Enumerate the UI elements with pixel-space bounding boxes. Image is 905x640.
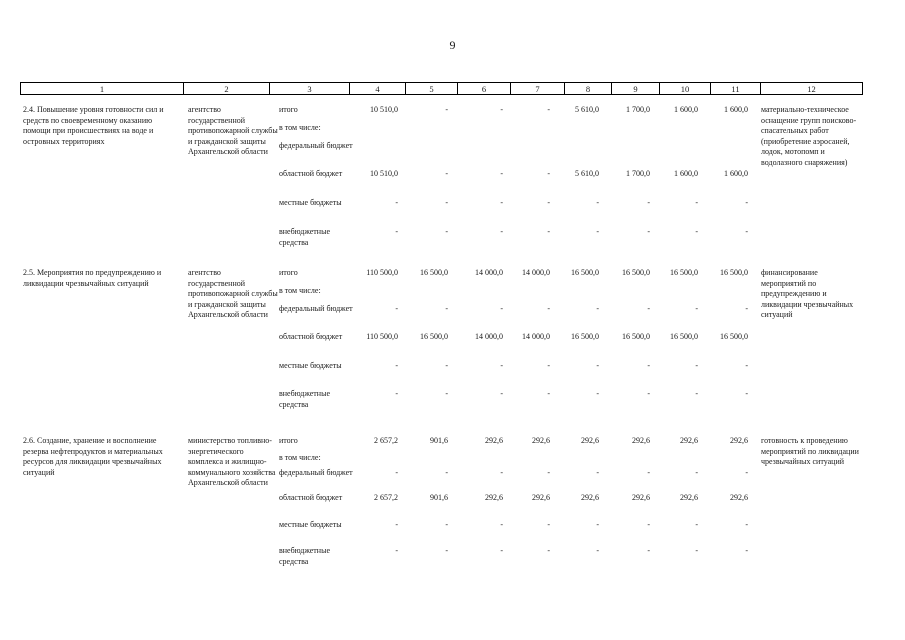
amount-year: - xyxy=(547,304,550,313)
amount-year: - xyxy=(596,304,599,313)
section-title: 2.5. Мероприятия по предупреждению и ликвидации чрезвычайных ситуаций xyxy=(23,268,162,288)
amount-year: - xyxy=(445,546,448,555)
amount-year: 1 600,0 xyxy=(674,105,698,114)
amount-year: - xyxy=(445,198,448,207)
amount-year: - xyxy=(647,227,650,236)
amount-total: 10 510,0 xyxy=(370,105,398,114)
amount-year: 1 700,0 xyxy=(626,169,650,178)
amount-year: 292,6 xyxy=(680,436,698,445)
amount-year: 292,6 xyxy=(485,436,503,445)
amount-year: - xyxy=(500,169,503,178)
column-header: 4 xyxy=(350,83,406,95)
amount-year: - xyxy=(596,520,599,529)
amount-year: - xyxy=(695,227,698,236)
amount-year: - xyxy=(500,105,503,114)
funding-source: в том числе: xyxy=(279,123,321,132)
executor: министерство топливно-энергетического комплекса и жилищно-коммунального хозяйства Архангельской области xyxy=(188,436,276,487)
funding-source: федеральный бюджет xyxy=(279,304,353,313)
amount-year: - xyxy=(547,389,550,398)
amount-year: 14 000,0 xyxy=(522,332,550,341)
amount-year: 292,6 xyxy=(532,436,550,445)
amount-year: - xyxy=(547,520,550,529)
amount-year: 1 600,0 xyxy=(674,169,698,178)
amount-year: 901,6 xyxy=(430,493,448,502)
amount-year: - xyxy=(445,169,448,178)
amount-year: 5 610,0 xyxy=(575,169,599,178)
amount-year: 292,6 xyxy=(581,493,599,502)
funding-source: федеральный бюджет xyxy=(279,468,353,477)
amount-year: - xyxy=(445,389,448,398)
amount-year: - xyxy=(596,546,599,555)
funding-source: местные бюджеты xyxy=(279,361,342,370)
amount-year: 292,6 xyxy=(632,493,650,502)
funding-source: итого xyxy=(279,436,298,445)
amount-total: 110 500,0 xyxy=(366,268,398,277)
amount-total: - xyxy=(395,389,398,398)
amount-total: - xyxy=(395,468,398,477)
column-header: 9 xyxy=(612,83,660,95)
amount-year: - xyxy=(695,361,698,370)
amount-year: 16 500,0 xyxy=(720,332,748,341)
amount-year: - xyxy=(596,468,599,477)
amount-total: - xyxy=(395,520,398,529)
column-header: 8 xyxy=(565,83,612,95)
expected-result: готовность к проведению мероприятий по ликвидации чрезвычайных ситуаций xyxy=(761,436,859,466)
amount-year: 16 500,0 xyxy=(670,332,698,341)
amount-year: - xyxy=(445,361,448,370)
amount-year: 16 500,0 xyxy=(420,332,448,341)
amount-year: - xyxy=(547,361,550,370)
amount-year: - xyxy=(596,227,599,236)
column-header: 1 xyxy=(21,83,184,95)
amount-year: 16 500,0 xyxy=(420,268,448,277)
amount-year: 16 500,0 xyxy=(571,268,599,277)
amount-year: 292,6 xyxy=(532,493,550,502)
column-header: 11 xyxy=(711,83,761,95)
amount-year: 16 500,0 xyxy=(571,332,599,341)
column-header: 12 xyxy=(761,83,863,95)
amount-year: - xyxy=(596,361,599,370)
amount-year: - xyxy=(500,468,503,477)
amount-year: 292,6 xyxy=(581,436,599,445)
amount-year: - xyxy=(745,361,748,370)
amount-year: - xyxy=(445,227,448,236)
amount-year: - xyxy=(647,304,650,313)
amount-year: - xyxy=(500,198,503,207)
amount-year: 16 500,0 xyxy=(622,268,650,277)
amount-year: 14 000,0 xyxy=(475,332,503,341)
amount-year: - xyxy=(647,389,650,398)
funding-source: в том числе: xyxy=(279,453,321,462)
amount-year: - xyxy=(745,520,748,529)
column-header-table xyxy=(20,82,863,95)
amount-year: - xyxy=(647,198,650,207)
amount-year: - xyxy=(647,546,650,555)
amount-year: 14 000,0 xyxy=(522,268,550,277)
amount-year: - xyxy=(547,105,550,114)
funding-source: областной бюджет xyxy=(279,493,343,502)
funding-source: областной бюджет xyxy=(279,332,343,341)
amount-year: - xyxy=(695,389,698,398)
amount-year: - xyxy=(695,546,698,555)
column-header: 2 xyxy=(184,83,270,95)
funding-source: итого xyxy=(279,268,298,277)
amount-year: - xyxy=(695,468,698,477)
funding-source: областной бюджет xyxy=(279,169,343,178)
funding-source: федеральный бюджет xyxy=(279,141,353,150)
column-header: 6 xyxy=(458,83,511,95)
amount-year: - xyxy=(445,304,448,313)
amount-total: 110 500,0 xyxy=(366,332,398,341)
amount-total: 10 510,0 xyxy=(370,169,398,178)
section-title: 2.6. Создание, хранение и восполнение резерва нефтепродуктов и материальных ресурсов для ликвидации чрезвычайных ситуаций xyxy=(23,436,163,477)
expected-result: материально-техническое оснащение групп поисково-спасательных работ (приобретение аэросаней, лодок, мотопомп и водолазного снаряжения) xyxy=(761,105,857,167)
amount-year: 16 500,0 xyxy=(622,332,650,341)
amount-year: - xyxy=(445,520,448,529)
funding-source: внебюджетные средства xyxy=(279,227,330,247)
amount-total: 2 657,2 xyxy=(374,493,398,502)
amount-year: - xyxy=(745,546,748,555)
amount-year: - xyxy=(745,227,748,236)
amount-year: - xyxy=(547,227,550,236)
amount-year: 16 500,0 xyxy=(720,268,748,277)
amount-year: - xyxy=(500,304,503,313)
amount-year: - xyxy=(596,389,599,398)
amount-year: - xyxy=(695,304,698,313)
executor: агентство государственной противопожарной службы и гражданской защиты Архангельской области xyxy=(188,268,278,319)
amount-year: - xyxy=(500,520,503,529)
amount-year: - xyxy=(547,198,550,207)
funding-source: внебюджетные средства xyxy=(279,546,330,566)
amount-year: - xyxy=(500,361,503,370)
amount-total: - xyxy=(395,198,398,207)
amount-year: 292,6 xyxy=(730,493,748,502)
amount-total: - xyxy=(395,304,398,313)
amount-year: - xyxy=(547,546,550,555)
amount-year: 1 600,0 xyxy=(724,105,748,114)
amount-year: - xyxy=(596,198,599,207)
amount-year: 1 600,0 xyxy=(724,169,748,178)
amount-total: - xyxy=(395,227,398,236)
amount-total: - xyxy=(395,361,398,370)
amount-year: 292,6 xyxy=(680,493,698,502)
expected-result: финансирование мероприятий по предупреждению и ликвидации чрезвычайных ситуаций xyxy=(761,268,854,319)
column-header: 10 xyxy=(660,83,711,95)
amount-year: - xyxy=(695,520,698,529)
funding-source: внебюджетные средства xyxy=(279,389,330,409)
amount-year: 5 610,0 xyxy=(575,105,599,114)
amount-year: 292,6 xyxy=(485,493,503,502)
amount-year: - xyxy=(547,169,550,178)
amount-year: - xyxy=(695,198,698,207)
amount-year: 14 000,0 xyxy=(475,268,503,277)
funding-source: в том числе: xyxy=(279,286,321,295)
funding-source: местные бюджеты xyxy=(279,198,342,207)
amount-year: - xyxy=(445,105,448,114)
funding-source: итого xyxy=(279,105,298,114)
amount-year: 1 700,0 xyxy=(626,105,650,114)
executor: агентство государственной противопожарной службы и гражданской защиты Архангельской области xyxy=(188,105,278,156)
column-header: 3 xyxy=(270,83,350,95)
column-header: 5 xyxy=(406,83,458,95)
amount-year: - xyxy=(647,468,650,477)
amount-year: - xyxy=(547,468,550,477)
amount-year: 901,6 xyxy=(430,436,448,445)
funding-source: местные бюджеты xyxy=(279,520,342,529)
amount-year: - xyxy=(745,468,748,477)
amount-year: - xyxy=(500,227,503,236)
section-title: 2.4. Повышение уровня готовности сил и средств по своевременному оказанию помощи при происшествиях на воде и островных территориях xyxy=(23,105,164,146)
amount-total: - xyxy=(395,546,398,555)
amount-year: - xyxy=(445,468,448,477)
amount-year: - xyxy=(500,546,503,555)
amount-year: - xyxy=(745,304,748,313)
amount-year: - xyxy=(647,520,650,529)
amount-year: 16 500,0 xyxy=(670,268,698,277)
amount-year: 292,6 xyxy=(632,436,650,445)
amount-year: - xyxy=(745,198,748,207)
amount-total: 2 657,2 xyxy=(374,436,398,445)
column-header: 7 xyxy=(511,83,565,95)
amount-year: - xyxy=(500,389,503,398)
page-number: 9 xyxy=(449,38,456,52)
amount-year: 292,6 xyxy=(730,436,748,445)
amount-year: - xyxy=(745,389,748,398)
amount-year: - xyxy=(647,361,650,370)
